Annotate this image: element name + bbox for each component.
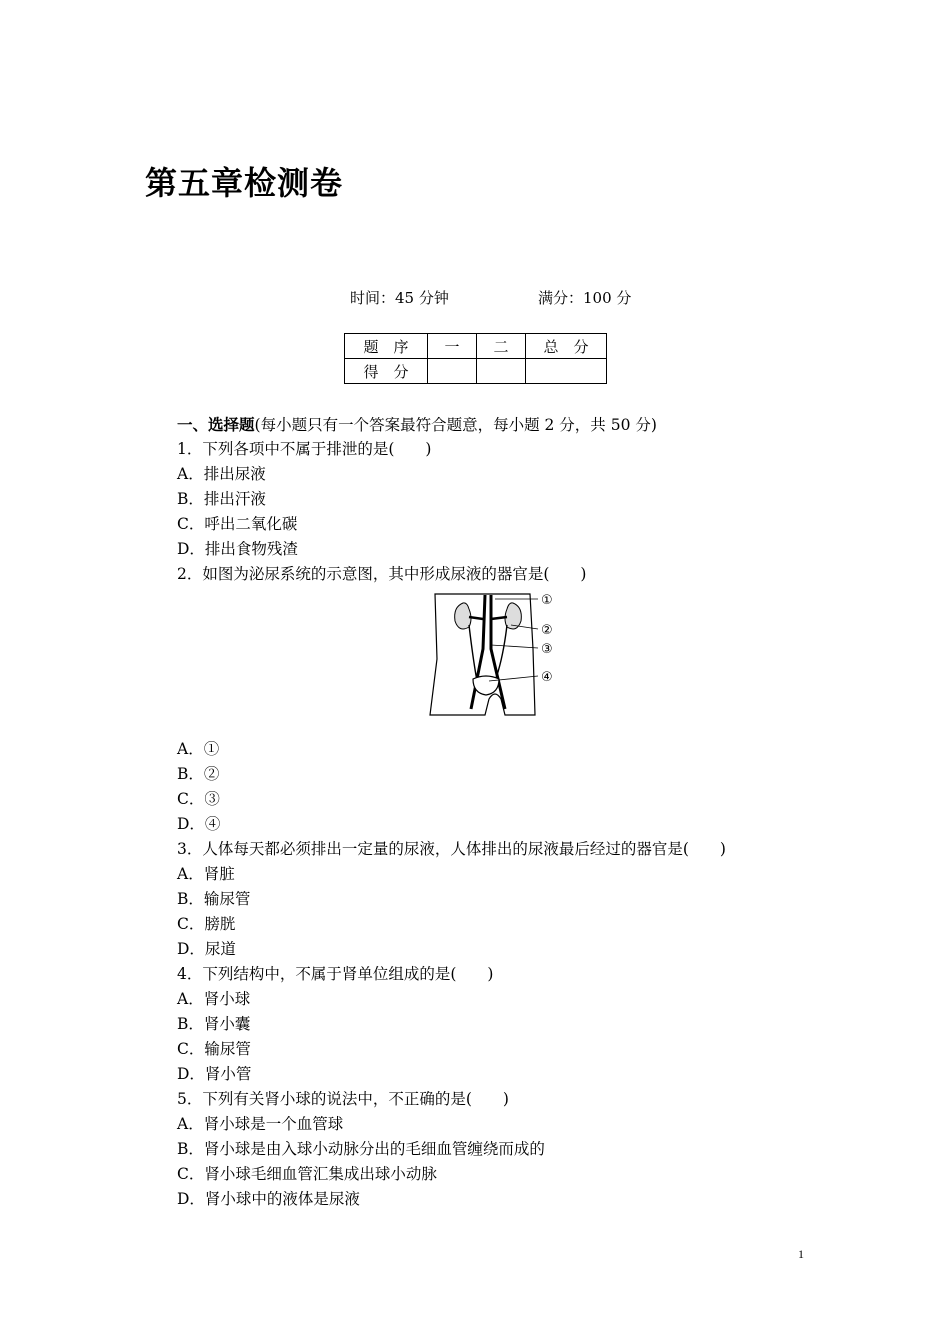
left-ureter: [469, 625, 477, 681]
score-table: [344, 333, 607, 384]
option: B．输尿管: [177, 890, 251, 908]
question-stem: 5．下列有关肾小球的说法中，不正确的是( ): [177, 1090, 509, 1108]
section-heading: [177, 412, 817, 437]
question-stem: 3．人体每天都必须排出一定量的尿液，人体排出的尿液最后经过的器官是( ): [177, 840, 726, 858]
page-number: 1: [798, 1247, 804, 1261]
option: C．输尿管: [177, 1040, 251, 1058]
section-heading-instructions: (每小题只有一个答案最符合题意，每小题 2 分，共 50 分): [254, 416, 657, 434]
question-list: [177, 412, 817, 1212]
question-stem: 2．如图为泌尿系统的示意图，其中形成尿液的器官是( ): [177, 565, 587, 583]
question-stem: 4．下列结构中，不属于肾单位组成的是( ): [177, 965, 494, 983]
bladder: [473, 676, 499, 695]
option: A．排出尿液: [177, 465, 266, 483]
figure-label-3: ③: [541, 642, 553, 657]
score-table-score-row: [345, 359, 607, 384]
figure-label-4: ④: [541, 670, 553, 685]
score-header-cell: 题 序: [345, 334, 428, 359]
score-header-cell: 总 分: [526, 334, 607, 359]
question-stem: 1．下列各项中不属于排泄的是( ): [177, 440, 432, 458]
option: B．②: [177, 765, 220, 783]
option: D．④: [177, 815, 221, 833]
renal-vessels: [469, 617, 507, 619]
option: B．肾小囊: [177, 1015, 251, 1033]
figure-label-1: ①: [541, 593, 553, 608]
urinary-system-diagram: [425, 589, 560, 719]
leader-line-3: [491, 645, 538, 648]
score-cell-2[interactable]: [477, 359, 526, 384]
score-cell-total[interactable]: [526, 359, 607, 384]
option: B．排出汗液: [177, 490, 266, 508]
option: C．呼出二氧化碳: [177, 515, 298, 533]
score-table-header-row: [345, 334, 607, 359]
section-heading-lead: 一、选择题: [177, 415, 255, 434]
figure-label-2: ②: [541, 623, 553, 638]
option: A．肾脏: [177, 865, 235, 883]
full-score: 满分：100 分: [538, 289, 632, 307]
page-title: 第五章检测卷: [145, 164, 344, 202]
option: C．肾小球毛细血管汇集成出球小动脉: [177, 1165, 437, 1183]
score-cell-1[interactable]: [428, 359, 477, 384]
exam-time: 时间：45 分钟: [350, 289, 449, 307]
option: A．①: [177, 740, 220, 758]
option: C．膀胱: [177, 915, 236, 933]
score-header-cell: 二: [477, 334, 526, 359]
score-header-cell: 一: [428, 334, 477, 359]
option: D．肾小球中的液体是尿液: [177, 1190, 360, 1208]
score-row-label: 得 分: [345, 359, 428, 384]
option: D．肾小管: [177, 1065, 252, 1083]
option: D．排出食物残渣: [177, 540, 298, 558]
option: C．③: [177, 790, 220, 808]
option: D．尿道: [177, 940, 236, 958]
option: A．肾小球: [177, 990, 251, 1008]
option: A．肾小球是一个血管球: [177, 1115, 344, 1133]
option: B．肾小球是由入球小动脉分出的毛细血管缠绕而成的: [177, 1140, 545, 1158]
